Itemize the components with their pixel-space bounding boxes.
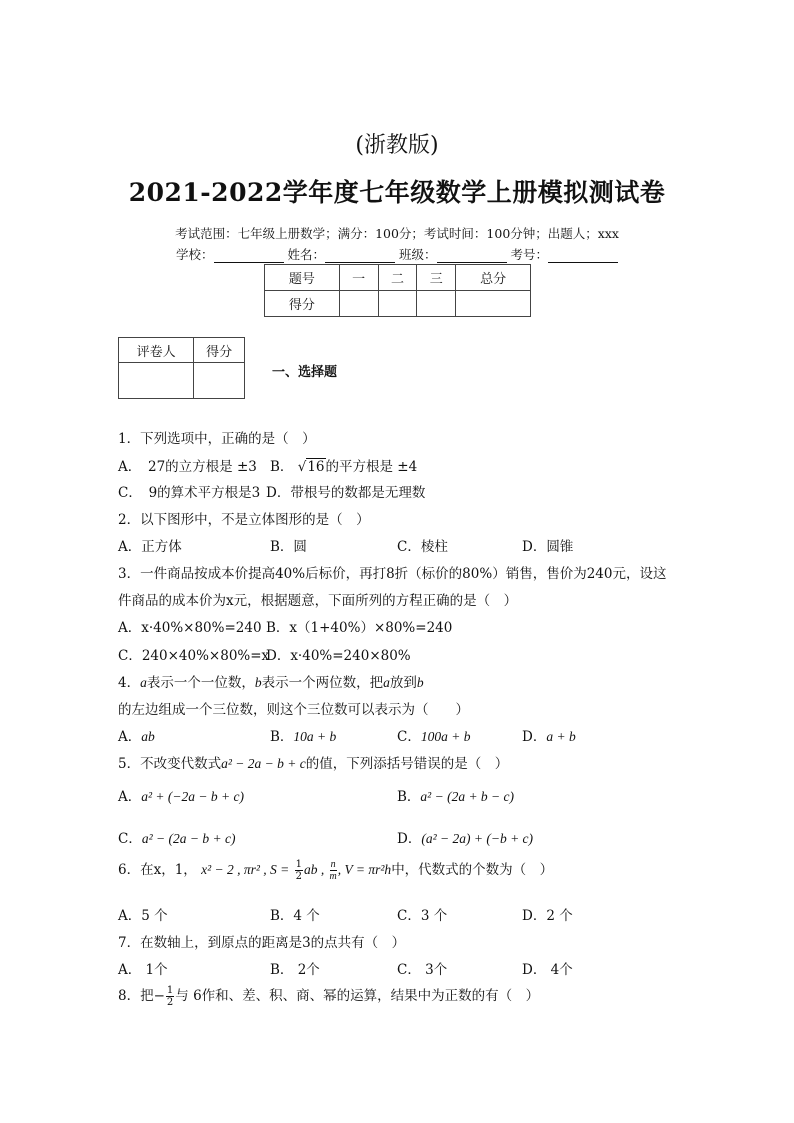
q3-stem-line1: 3．一件商品按成本价提高40%后标价，再打8折（标价的80%）销售，售价为240元，设这 bbox=[118, 566, 667, 582]
grader-header-cell: 得分 bbox=[194, 338, 245, 363]
q4-option-b[interactable]: B．10a + b bbox=[270, 729, 337, 745]
q4-option-c[interactable]: C．100a + b bbox=[397, 729, 471, 745]
q7-option-b[interactable]: B． 2个 bbox=[270, 962, 320, 978]
number-label: 考号： bbox=[510, 247, 548, 262]
score-header-cell: 三 bbox=[417, 265, 456, 291]
q5-option-b[interactable]: B．a² − (2a + b − c) bbox=[397, 789, 515, 805]
q3-option-b[interactable]: B．x（1+40%）×80%=240 bbox=[266, 620, 453, 636]
q2-option-a[interactable]: A．正方体 bbox=[118, 539, 182, 555]
q6-option-b[interactable]: B．4 个 bbox=[270, 908, 320, 924]
class-blank[interactable] bbox=[437, 249, 507, 263]
score-header-cell: 总分 bbox=[456, 265, 531, 291]
q3-stem-line2: 件商品的成本价为x元，根据题意，下面所列的方程正确的是（ ） bbox=[118, 593, 518, 609]
q1-option-a[interactable]: A． 27的立方根是 ±3 bbox=[118, 459, 257, 475]
q4-option-a[interactable]: A．ab bbox=[118, 729, 155, 745]
name-label: 姓名： bbox=[287, 247, 325, 262]
q7-option-d[interactable]: D． 4个 bbox=[522, 962, 573, 978]
q4-option-d[interactable]: D．a + b bbox=[522, 729, 576, 745]
q5-stem: 5．不改变代数式a² − 2a − b + c的值，下列添括号错误的是（ ） bbox=[118, 756, 509, 772]
name-blank[interactable] bbox=[325, 249, 395, 263]
q3-option-d[interactable]: D．x·40%=240×80% bbox=[266, 648, 411, 664]
q6-stem: 6．在x，1， x² − 2 , πr² , S = $\frac{1}{2}$ ab , $\frac{n}{m}$ , V = πr²h中，代数式的个数为（ ） bbox=[118, 859, 554, 882]
q1-option-d[interactable]: D．带根号的数都是无理数 bbox=[266, 485, 426, 501]
q2-stem: 2．以下图形中，不是立体图形的是（ ） bbox=[118, 512, 370, 528]
score-header-cell: 题号 bbox=[265, 265, 340, 291]
sqrt-icon: √ bbox=[297, 459, 307, 475]
score-table bbox=[264, 264, 531, 317]
q6-option-c[interactable]: C．3 个 bbox=[397, 908, 448, 924]
score-cell[interactable] bbox=[378, 291, 417, 317]
q4-stem-line2: 的左边组成一个三位数，则这个三位数可以表示为（ ） bbox=[118, 702, 469, 718]
score-header-cell: 二 bbox=[378, 265, 417, 291]
number-blank[interactable] bbox=[548, 249, 618, 263]
q1-stem: 1．下列选项中，正确的是（ ） bbox=[118, 431, 316, 447]
q8-stem: 8．把− $\frac{1}{2}$ 与 6作和、差、积、商、幂的运算，结果中为正数的有（ ） bbox=[118, 985, 540, 1008]
score-header-cell: 一 bbox=[339, 265, 378, 291]
fraction: $\frac{1}{2}$ bbox=[295, 859, 302, 882]
q1-option-b[interactable]: B． √16的平方根是 ±4 bbox=[270, 459, 418, 475]
q3-option-a[interactable]: A．x·40%×80%=240 bbox=[118, 620, 262, 636]
q5-option-c[interactable]: C．a² − (2a − b + c) bbox=[118, 831, 236, 847]
score-cell[interactable] bbox=[456, 291, 531, 317]
fraction: $\frac{1}{2}$ bbox=[166, 985, 174, 1008]
score-cell[interactable] bbox=[417, 291, 456, 317]
q2-option-b[interactable]: B．圆 bbox=[270, 539, 307, 555]
q3-option-c[interactable]: C．240×40%×80%=x bbox=[118, 648, 270, 664]
q2-option-c[interactable]: C．棱柱 bbox=[397, 539, 448, 555]
q6-option-d[interactable]: D．2 个 bbox=[522, 908, 573, 924]
q4-stem-line1: 4．a表示一个一位数，b表示一个两位数，把a放到b bbox=[118, 675, 424, 691]
student-fields bbox=[0, 245, 794, 263]
q6-option-a[interactable]: A．5 个 bbox=[118, 908, 168, 924]
fraction: $\frac{n}{m}$ bbox=[329, 859, 337, 882]
grader-table bbox=[118, 337, 245, 399]
q5-option-a[interactable]: A．a² + (−2a − b + c) bbox=[118, 789, 244, 805]
score-cell[interactable] bbox=[339, 291, 378, 317]
q7-option-a[interactable]: A． 1个 bbox=[118, 962, 168, 978]
class-label: 班级： bbox=[398, 247, 437, 262]
exam-edition: (浙教版) bbox=[355, 133, 439, 158]
q1-option-c[interactable]: C． 9的算术平方根是3 bbox=[118, 485, 261, 501]
grader-header-cell: 评卷人 bbox=[119, 338, 194, 363]
exam-info-line: 考试范围：七年级上册数学；满分：100分；考试时间：100分钟；出题人；xxx bbox=[175, 226, 619, 241]
exam-title: 2021-2022学年度七年级数学上册模拟测试卷 bbox=[128, 178, 666, 207]
school-label: 学校： bbox=[175, 247, 214, 262]
q7-option-c[interactable]: C． 3个 bbox=[397, 962, 448, 978]
grader-cell[interactable] bbox=[119, 363, 194, 399]
q7-stem: 7．在数轴上，到原点的距离是3的点共有（ ） bbox=[118, 935, 406, 951]
score-row-label: 得分 bbox=[265, 291, 340, 317]
school-blank[interactable] bbox=[214, 249, 284, 263]
grader-cell[interactable] bbox=[194, 363, 245, 399]
section-heading: 一、选择题 bbox=[272, 365, 338, 380]
q5-option-d[interactable]: D．(a² − 2a) + (−b + c) bbox=[397, 831, 534, 847]
q2-option-d[interactable]: D．圆锥 bbox=[522, 539, 574, 555]
